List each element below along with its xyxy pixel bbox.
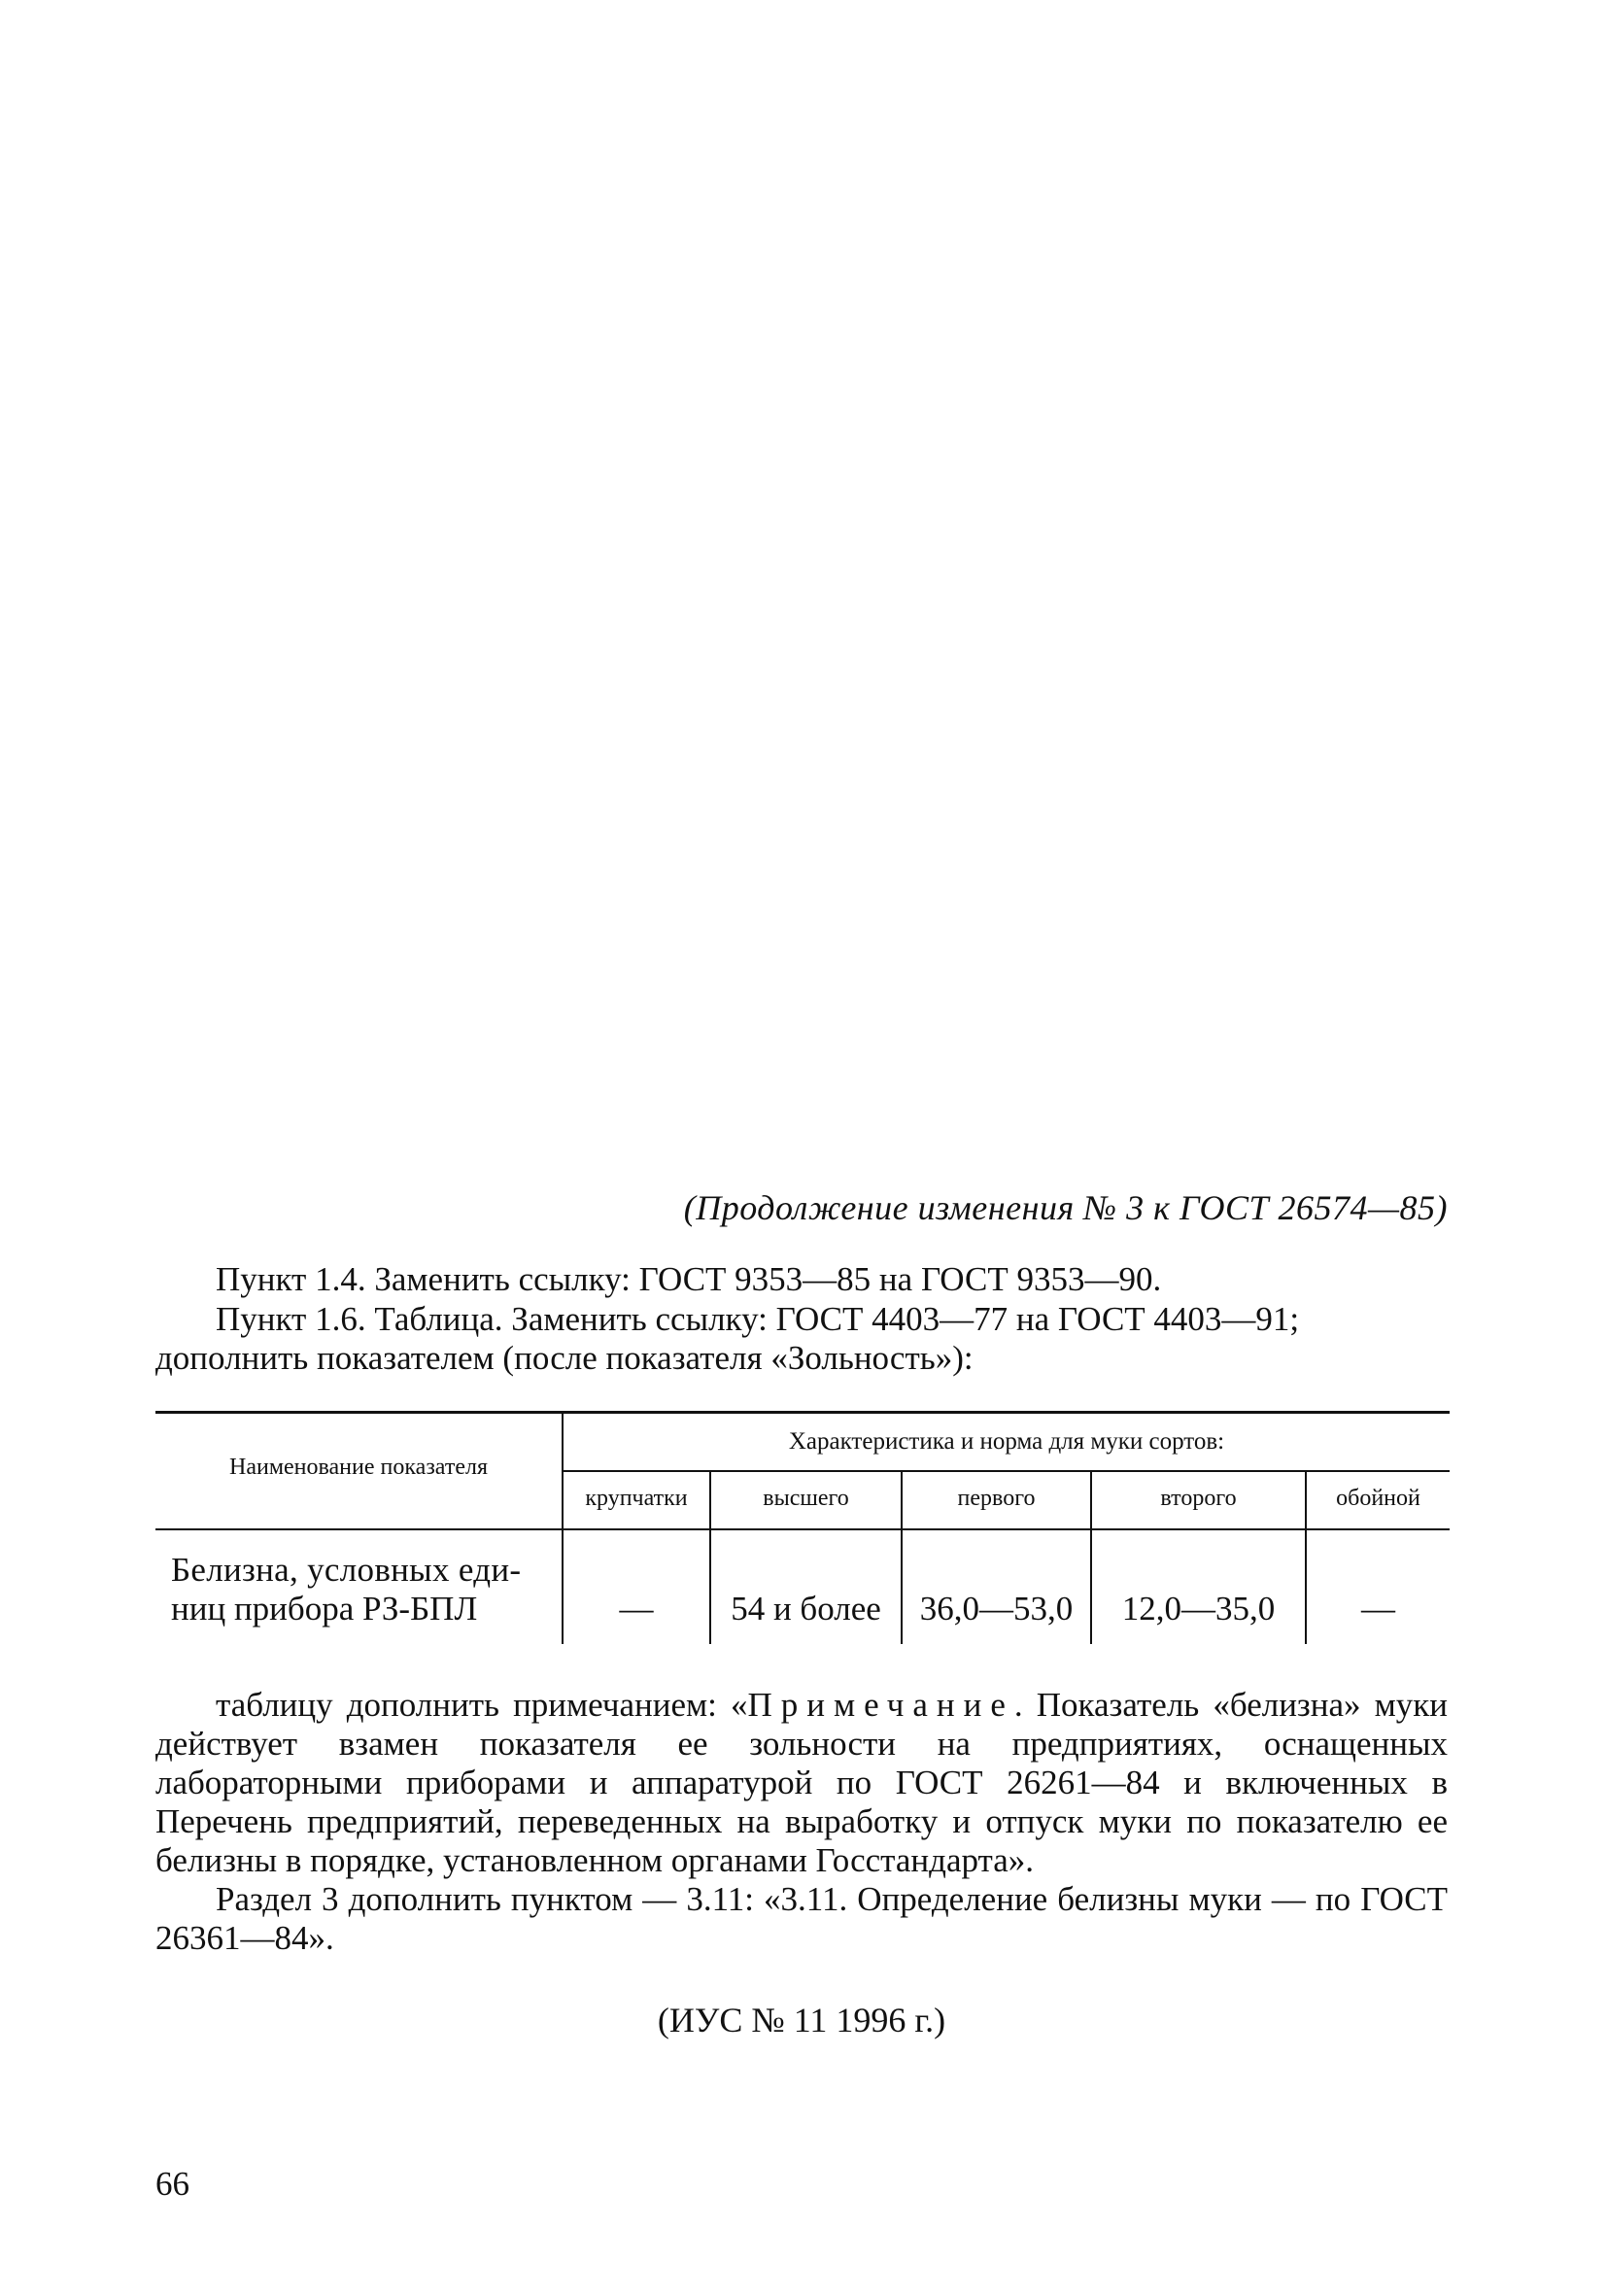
row-value-vtorogo: 12,0—35,0 bbox=[1121, 1590, 1276, 1628]
continuation-header: (Продолжение изменения № 3 к ГОСТ 26574—85) bbox=[683, 1188, 1448, 1227]
indicator-table bbox=[155, 1411, 1450, 1644]
section3-line1: Раздел 3 дополнить пунктом — 3.11: «3.11. Определение белизны муки — по bbox=[216, 1880, 1351, 1918]
row-value-krupchatki: — bbox=[619, 1590, 654, 1628]
paragraph-1-6-line1: Пункт 1.6. Таблица. Заменить ссылку: ГОСТ 4403—77 на ГОСТ 4403—91; bbox=[216, 1300, 1300, 1338]
paragraph-1-6-line2: дополнить показателем (после показателя «Зольность»): bbox=[155, 1339, 974, 1377]
paragraph-1-6 bbox=[155, 1300, 1448, 1378]
subheader-oboynoy: обойной bbox=[1336, 1486, 1420, 1511]
subheader-vysshego: высшего bbox=[763, 1486, 849, 1511]
subheader-vtorogo: второго bbox=[1160, 1486, 1237, 1511]
row-value-pervogo: 36,0—53,0 bbox=[919, 1590, 1074, 1628]
row-name-line2: ниц прибора РЗ-БПЛ bbox=[171, 1590, 478, 1628]
row-name-line1: Белизна, условных еди- bbox=[171, 1551, 522, 1589]
note-line1-rest: . Показатель «белизна» bbox=[1013, 1686, 1361, 1724]
page-number: 66 bbox=[155, 2165, 189, 2203]
table-top-rule bbox=[155, 1411, 1450, 1414]
table-header-rule bbox=[155, 1528, 1450, 1530]
subheader-krupchatki: крупчатки bbox=[585, 1486, 688, 1511]
note-body: муки действует взамен показателя ее зольности на предприятиях, оснащенных лабораторными приборами и аппаратурой по ГОСТ 26261—84 и включенных в Перечень предприятий, переведенных на выработку и отпуск муки по показателю ее белизны в порядке, установленном органами Госстандарта». bbox=[155, 1686, 1448, 1879]
subheader-pervogo: первого bbox=[957, 1486, 1036, 1511]
table-group-rule bbox=[562, 1470, 1450, 1472]
note-paragraph bbox=[155, 1686, 1448, 1880]
header-group: Характеристика и норма для муки сортов: bbox=[788, 1428, 1225, 1455]
note-lead: таблицу дополнить примечанием: « bbox=[216, 1686, 748, 1724]
paragraph-1-4: Пункт 1.4. Заменить ссылку: ГОСТ 9353—85 на ГОСТ 9353—90. bbox=[216, 1260, 1162, 1298]
row-value-vysshego: 54 и более bbox=[731, 1590, 881, 1628]
header-indicator-name: Наименование показателя bbox=[229, 1455, 488, 1480]
section3-paragraph bbox=[155, 1880, 1448, 1958]
source-reference: (ИУС № 11 1996 г.) bbox=[657, 2001, 946, 2039]
note-label: Примечание bbox=[747, 1686, 1014, 1724]
section3-line2: ГОСТ 26361—84». bbox=[155, 1880, 1448, 1957]
row-value-oboynoy: — bbox=[1361, 1590, 1395, 1628]
